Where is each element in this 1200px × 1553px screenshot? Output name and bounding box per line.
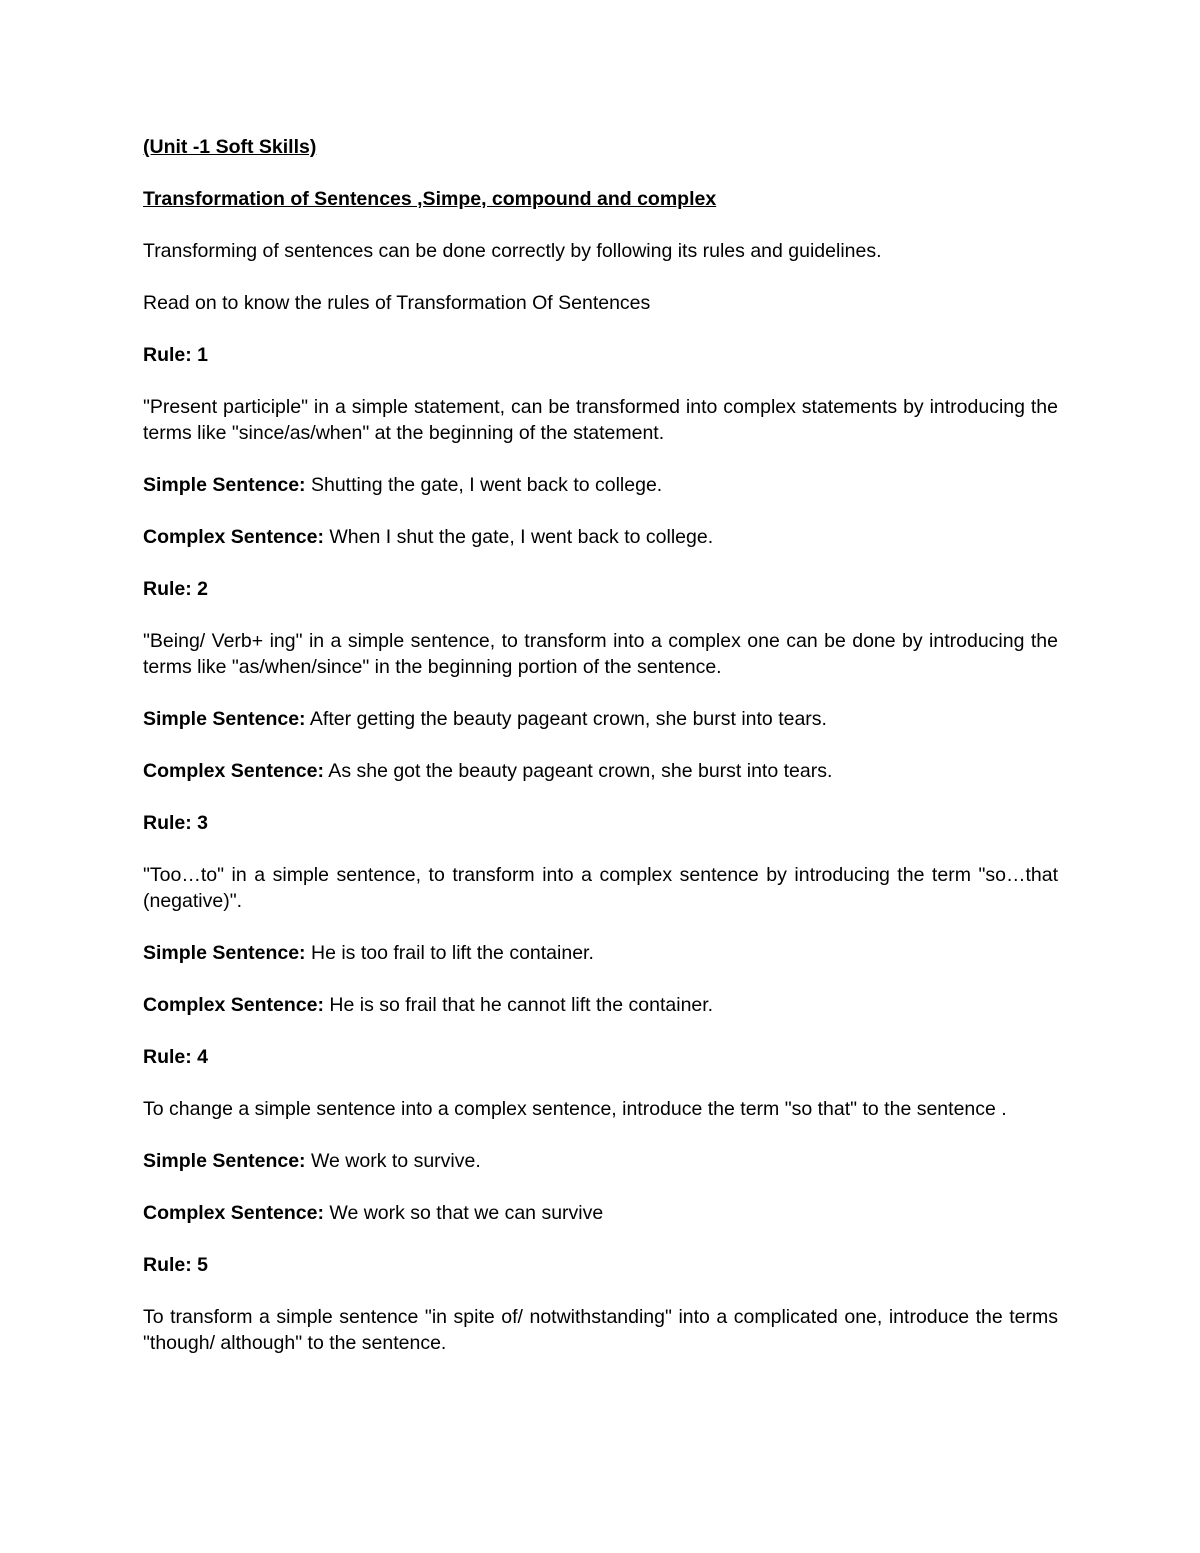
document-heading: Transformation of Sentences ,Simpe, compound and complex	[143, 188, 717, 210]
simple-sentence-text: After getting the beauty pageant crown, she burst into tears.	[305, 708, 827, 730]
rule-heading: Rule: 4	[143, 1046, 209, 1068]
simple-sentence-example	[143, 940, 1058, 966]
simple-sentence-example	[143, 1148, 1058, 1174]
rule-description: To transform a simple sentence "in spite of/ notwithstanding" into a complicated one, introduce the terms "though/ although" to the sentence.	[143, 1306, 1058, 1354]
simple-sentence-label: Simple Sentence:	[143, 1150, 306, 1172]
complex-sentence-example	[143, 758, 1058, 784]
unit-title: (Unit -1 Soft Skills)	[143, 136, 317, 158]
rule-heading: Rule: 2	[143, 578, 209, 600]
document-page	[143, 134, 1058, 1382]
simple-sentence-label: Simple Sentence:	[143, 708, 306, 730]
rule-description: To change a simple sentence into a complex sentence, introduce the term "so that" to the sentence .	[143, 1098, 1007, 1120]
complex-sentence-label: Complex Sentence:	[143, 1202, 324, 1224]
complex-sentence-text: When I shut the gate, I went back to college.	[323, 526, 714, 548]
simple-sentence-label: Simple Sentence:	[143, 474, 306, 496]
complex-sentence-label: Complex Sentence:	[143, 760, 324, 782]
complex-sentence-text: We work so that we can survive	[323, 1202, 604, 1224]
rule-description: "Present participle" in a simple statement, can be transformed into complex statements by introducing the terms like "since/as/when" at the beginning of the statement.	[143, 396, 1058, 444]
intro-paragraph: Transforming of sentences can be done correctly by following its rules and guidelines.	[143, 240, 882, 262]
complex-sentence-example	[143, 992, 1058, 1018]
complex-sentence-text: As she got the beauty pageant crown, she burst into tears.	[323, 760, 833, 782]
simple-sentence-text: We work to survive.	[305, 1150, 481, 1172]
complex-sentence-label: Complex Sentence:	[143, 994, 324, 1016]
rule-heading: Rule: 5	[143, 1254, 209, 1276]
complex-sentence-text: He is so frail that he cannot lift the container.	[323, 994, 714, 1016]
rule-heading: Rule: 1	[143, 344, 209, 366]
complex-sentence-example	[143, 1200, 1058, 1226]
rule-heading: Rule: 3	[143, 812, 209, 834]
complex-sentence-example	[143, 524, 1058, 550]
complex-sentence-label: Complex Sentence:	[143, 526, 324, 548]
simple-sentence-text: He is too frail to lift the container.	[305, 942, 594, 964]
simple-sentence-label: Simple Sentence:	[143, 942, 306, 964]
intro-paragraph: Read on to know the rules of Transformation Of Sentences	[143, 292, 651, 314]
simple-sentence-text: Shutting the gate, I went back to college.	[305, 474, 663, 496]
simple-sentence-example	[143, 472, 1058, 498]
simple-sentence-example	[143, 706, 1058, 732]
rule-description: "Being/ Verb+ ing" in a simple sentence, to transform into a complex one can be done by introducing the terms like "as/when/since" in the beginning portion of the sentence.	[143, 630, 1058, 678]
rule-description: "Too…to" in a simple sentence, to transform into a complex sentence by introducing the term "so…that (negative)".	[143, 864, 1058, 912]
